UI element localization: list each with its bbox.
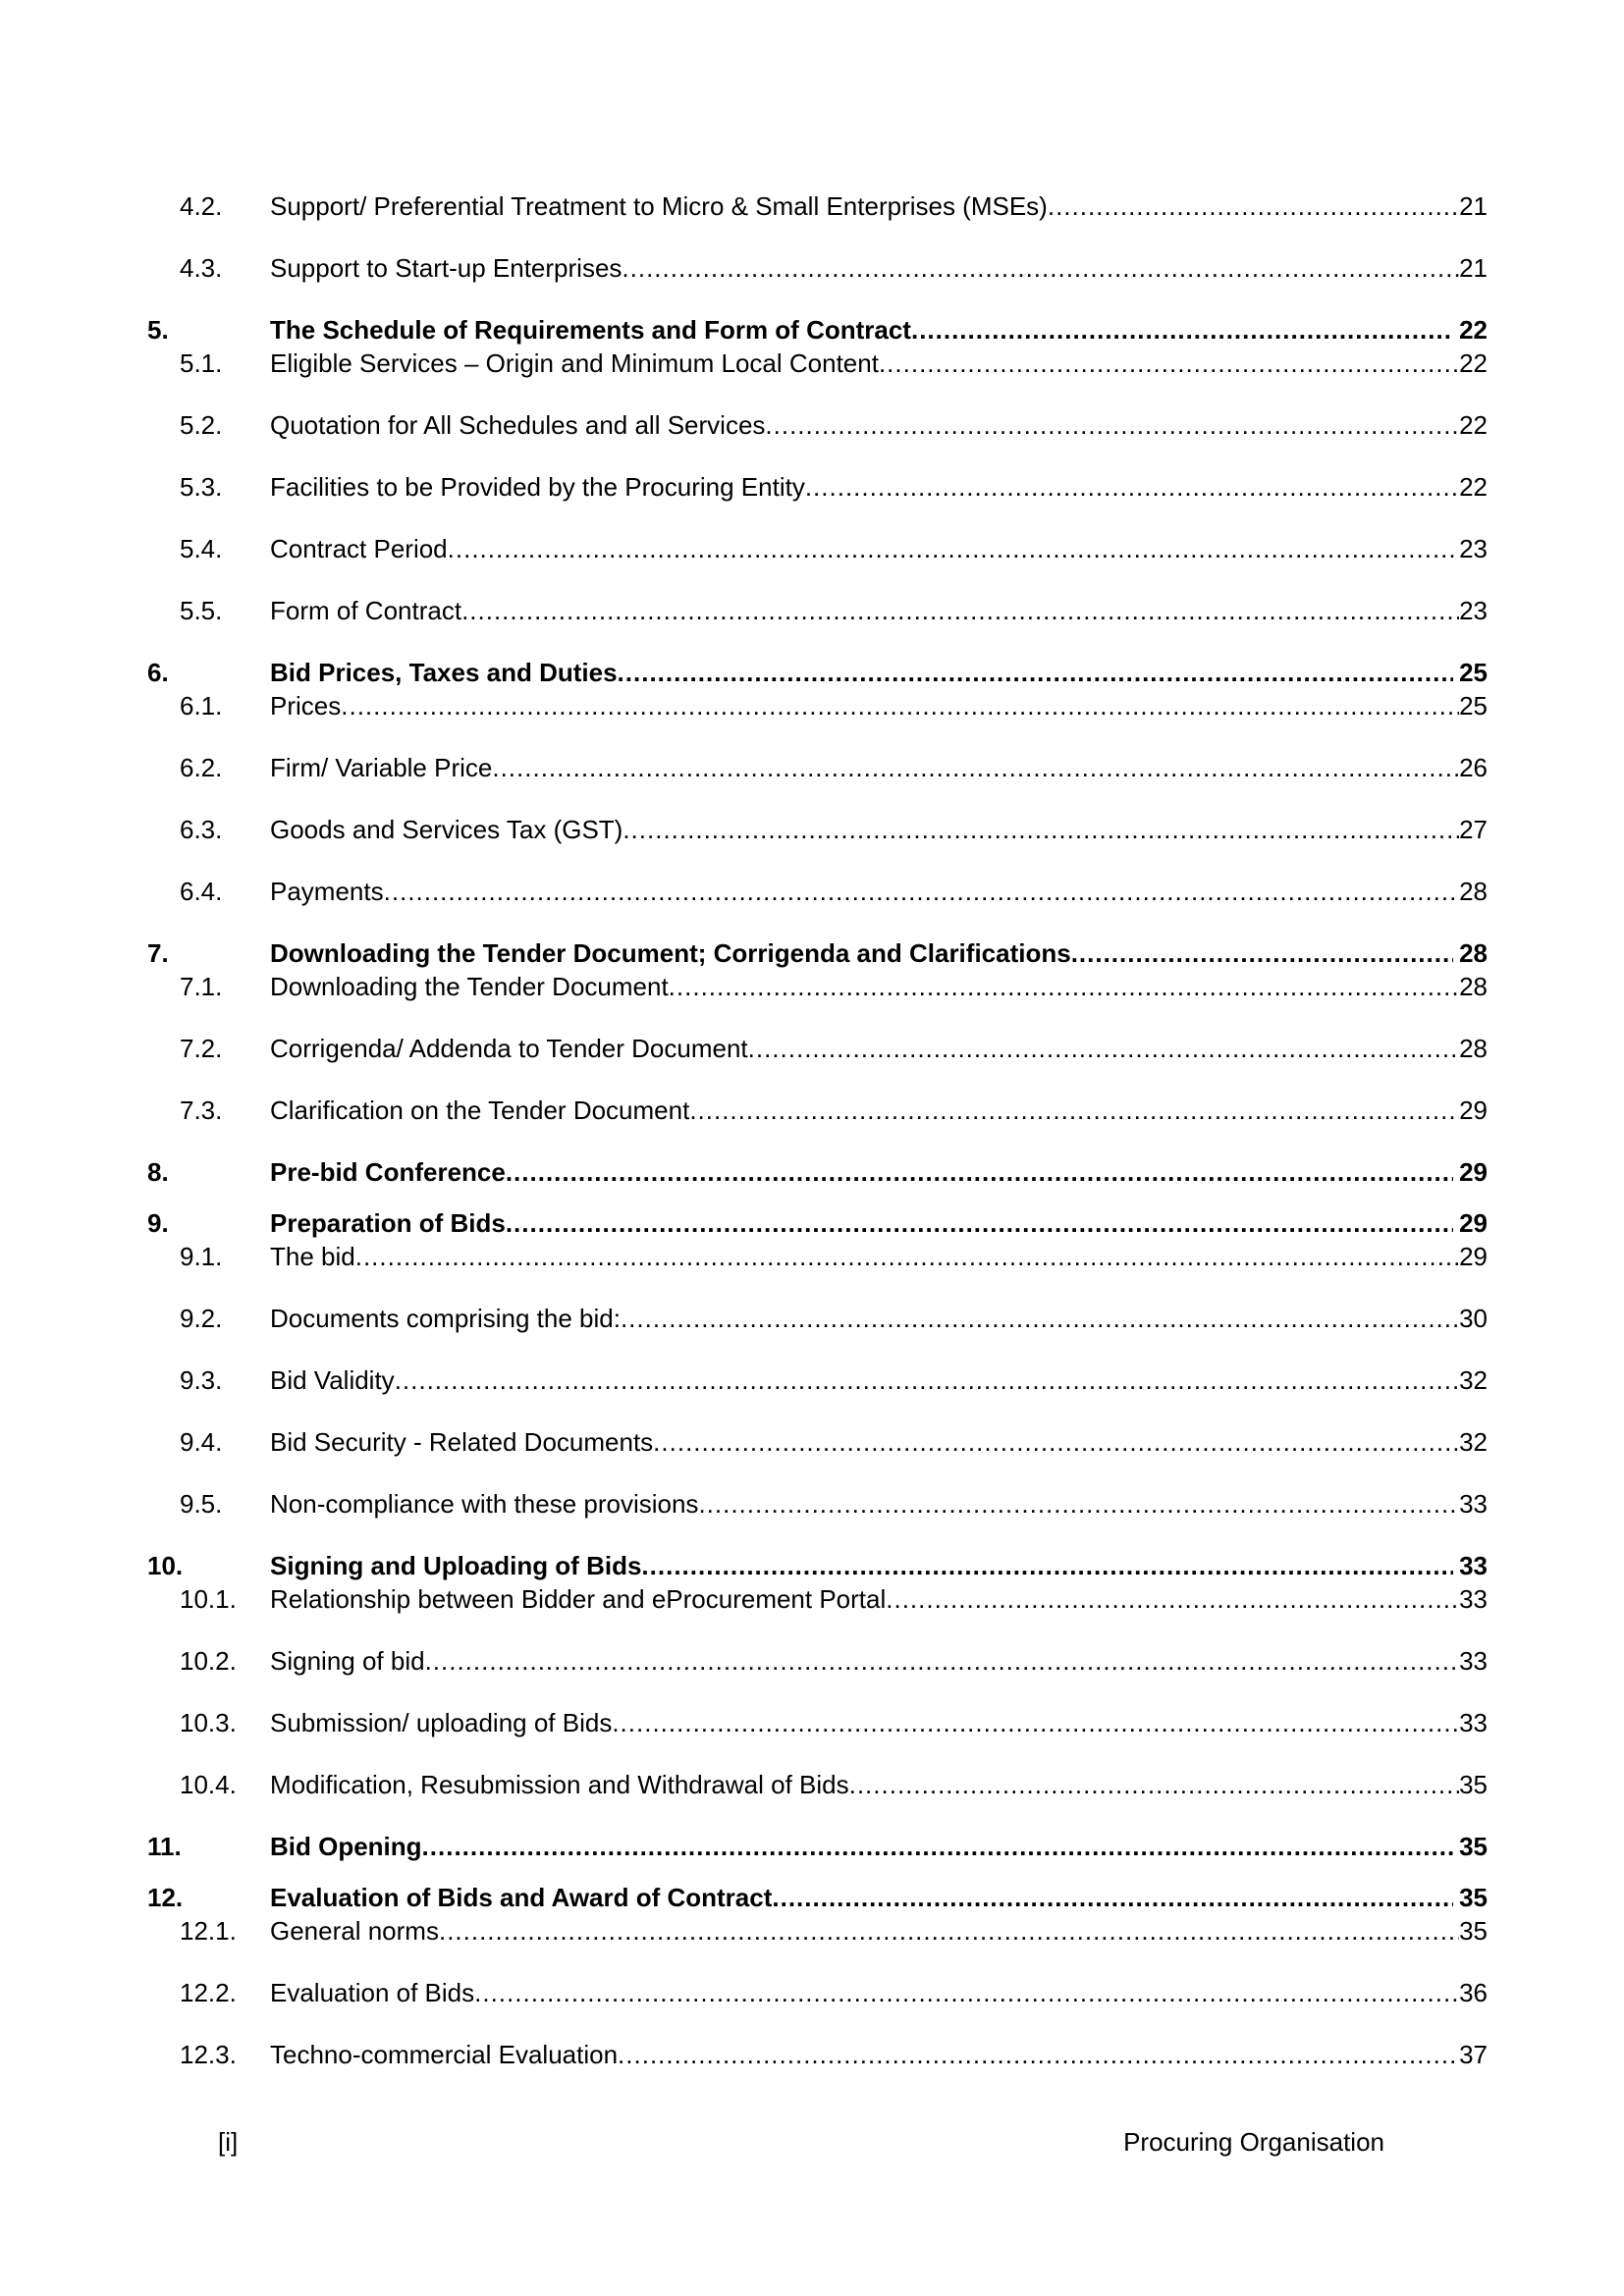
toc-entry-leader	[879, 347, 1459, 380]
toc-entry	[147, 1582, 1488, 1616]
toc-entry-leader	[849, 1768, 1459, 1801]
toc-entry	[147, 751, 1488, 784]
toc-entry-page: 28	[1459, 972, 1488, 1001]
toc-entry-number: 12.	[147, 1883, 184, 1912]
toc-entry	[147, 813, 1488, 846]
toc-entry-page: 28	[1459, 877, 1488, 906]
toc-entry	[147, 251, 1488, 285]
toc-entry-page: 26	[1459, 753, 1488, 782]
toc-entry-leader	[765, 408, 1459, 442]
toc-entry-leader	[622, 251, 1459, 285]
toc-entry	[147, 875, 1488, 908]
toc-entry	[147, 1549, 1488, 1582]
toc-entry	[147, 1644, 1488, 1678]
toc-entry-leader	[425, 1644, 1460, 1678]
toc-entry-leader	[461, 594, 1459, 627]
toc-entry-title: Bid Opening	[270, 1832, 422, 1861]
toc-entry	[147, 470, 1488, 504]
toc-entry-page: 37	[1459, 2040, 1488, 2069]
toc-entry-page: 22	[1459, 315, 1488, 345]
toc-entry-title: Quotation for All Schedules and all Services	[270, 410, 766, 440]
toc-entry-number: 7.1.	[180, 972, 223, 1001]
toc-entry-number: 4.3.	[180, 253, 223, 283]
toc-entry	[147, 1363, 1488, 1397]
toc-entry-page: 23	[1459, 596, 1488, 625]
toc-entry-page: 29	[1459, 1095, 1488, 1125]
toc-entry-number: 9.	[147, 1208, 169, 1238]
toc-entry-leader	[492, 751, 1459, 784]
toc-entry-title: Bid Validity	[270, 1365, 395, 1395]
toc-entry-page: 28	[1459, 1034, 1488, 1063]
toc-entry-number: 5.4.	[180, 534, 223, 563]
toc-entry-title: Downloading the Tender Document; Corrigenda and Clarifications	[270, 938, 1071, 968]
toc-entry-number: 4.2.	[180, 191, 223, 221]
toc-entry-number: 10.4.	[180, 1770, 237, 1799]
toc-entry-number: 6.1.	[180, 691, 223, 721]
toc-entry-leader	[653, 1425, 1459, 1459]
toc-entry-number: 5.3.	[180, 472, 223, 502]
toc-entry-page: 22	[1459, 348, 1488, 378]
toc-entry	[147, 1094, 1488, 1127]
toc-entry-leader	[772, 1881, 1453, 1914]
toc-entry-page: 25	[1459, 658, 1488, 687]
toc-entry-title: Bid Prices, Taxes and Duties	[270, 658, 618, 687]
toc-entry-page: 22	[1459, 472, 1488, 502]
toc-entry-leader	[689, 1094, 1459, 1127]
toc-entry-title: Facilities to be Provided by the Procuring Entity	[270, 472, 805, 502]
toc-entry-leader	[618, 656, 1454, 689]
toc-entry-number: 5.1.	[180, 348, 223, 378]
toc-entry-page: 32	[1459, 1365, 1488, 1395]
toc-entry-leader	[612, 1706, 1459, 1739]
toc-entry-page: 33	[1459, 1551, 1488, 1580]
toc-entry-leader	[439, 1914, 1459, 1948]
toc-entry-number: 9.3.	[180, 1365, 223, 1395]
toc-entry	[147, 1914, 1488, 1948]
toc-entry-leader	[422, 1830, 1454, 1863]
toc-entry	[147, 689, 1488, 722]
toc-entry-number: 9.2.	[180, 1304, 223, 1333]
toc-entry-leader	[621, 1302, 1459, 1335]
toc-entry-leader	[506, 1155, 1453, 1189]
toc-entry-leader	[1071, 936, 1453, 970]
toc-entry	[147, 347, 1488, 380]
toc-entry-title: Payments	[270, 877, 384, 906]
toc-entry-title: Support to Start-up Enterprises	[270, 253, 623, 283]
toc-entry-number: 5.2.	[180, 410, 223, 440]
toc-entry-leader	[341, 689, 1459, 722]
toc-entry-page: 30	[1459, 1304, 1488, 1333]
toc-entry-title: Prices	[270, 691, 342, 721]
toc-entry-page: 33	[1459, 1584, 1488, 1614]
toc-entry-title: Modification, Resubmission and Withdrawal of Bids	[270, 1770, 849, 1799]
toc-entry-page: 33	[1459, 1489, 1488, 1519]
toc-entry	[147, 1206, 1488, 1240]
toc-entry-title: Non-compliance with these provisions	[270, 1489, 699, 1519]
toc-entry-number: 12.3.	[180, 2040, 237, 2069]
toc-entry-title: Contract Period	[270, 534, 448, 563]
toc-entry-page: 21	[1459, 191, 1488, 221]
toc-entry-number: 7.	[147, 938, 169, 968]
toc-entry-page: 29	[1459, 1157, 1488, 1187]
toc-entry-page: 33	[1459, 1708, 1488, 1737]
toc-entry-title: The bid	[270, 1242, 355, 1271]
toc-entry-page: 22	[1459, 410, 1488, 440]
toc-entry-number: 12.1.	[180, 1916, 237, 1946]
toc-entry-number: 7.2.	[180, 1034, 223, 1063]
toc-entry-leader	[355, 1240, 1459, 1273]
toc-entry-title: Firm/ Variable Price	[270, 753, 493, 782]
toc-entry-leader	[1048, 189, 1459, 223]
toc-entry-title: Downloading the Tender Document	[270, 972, 669, 1001]
toc-entry-leader	[506, 1206, 1453, 1240]
toc-entry-page: 35	[1459, 1770, 1488, 1799]
toc-entry	[147, 1302, 1488, 1335]
page-footer	[218, 2125, 1384, 2159]
toc-entry	[147, 1240, 1488, 1273]
toc-entry-number: 11.	[147, 1832, 182, 1861]
toc-entry-leader	[641, 1549, 1453, 1582]
toc-entry-number: 5.	[147, 315, 169, 345]
footer-page-marker: [i]	[218, 2127, 239, 2157]
toc-entry	[147, 1830, 1488, 1863]
toc-entry-title: Submission/ uploading of Bids	[270, 1708, 613, 1737]
toc-entry-number: 10.3.	[180, 1708, 237, 1737]
toc-entry	[147, 408, 1488, 442]
toc-entry-page: 28	[1459, 938, 1488, 968]
toc-entry-number: 6.2.	[180, 753, 223, 782]
toc-entry-title: Evaluation of Bids	[270, 1978, 475, 2007]
toc-entry-page: 27	[1459, 815, 1488, 844]
toc-entry-number: 12.2.	[180, 1978, 237, 2007]
toc-entry-number: 9.5.	[180, 1489, 223, 1519]
toc-entry-page: 32	[1459, 1427, 1488, 1457]
toc-entry-page: 36	[1459, 1978, 1488, 2007]
toc-entry-leader	[618, 2038, 1459, 2071]
toc-entry-number: 5.5.	[180, 596, 223, 625]
toc-entry-page: 29	[1459, 1242, 1488, 1271]
toc-entry	[147, 594, 1488, 627]
toc-entry-title: Techno-commercial Evaluation	[270, 2040, 619, 2069]
toc-entry-page: 35	[1459, 1916, 1488, 1946]
toc-entry-number: 7.3.	[180, 1095, 223, 1125]
toc-entry-leader	[698, 1487, 1459, 1521]
toc-entry-leader	[886, 1582, 1459, 1616]
toc-entry-title: Corrigenda/ Addenda to Tender Document	[270, 1034, 748, 1063]
toc-entry-leader	[911, 313, 1453, 347]
toc-entry-leader	[395, 1363, 1459, 1397]
toc-entry-page: 25	[1459, 691, 1488, 721]
toc-entry	[147, 1155, 1488, 1189]
toc-entry-title: Signing of bid	[270, 1646, 425, 1676]
toc-entry	[147, 1881, 1488, 1914]
toc-entry-title: Clarification on the Tender Document	[270, 1095, 690, 1125]
toc-entry-number: 10.1.	[180, 1584, 237, 1614]
toc-entry-number: 10.	[147, 1551, 184, 1580]
toc-entry	[147, 936, 1488, 970]
toc-entry-title: Pre-bid Conference	[270, 1157, 506, 1187]
toc-entry-title: Support/ Preferential Treatment to Micro & Small Enterprises (MSEs)	[270, 191, 1048, 221]
toc-entry-leader	[623, 813, 1459, 846]
toc-entry-leader	[448, 532, 1459, 565]
toc-entry-leader	[748, 1032, 1459, 1065]
toc-entry	[147, 656, 1488, 689]
toc-entry	[147, 1706, 1488, 1739]
toc-entry-title: Evaluation of Bids and Award of Contract	[270, 1883, 773, 1912]
toc-entry-number: 10.2.	[180, 1646, 237, 1676]
toc-entry-page: 35	[1459, 1832, 1488, 1861]
toc-entry-number: 6.4.	[180, 877, 223, 906]
footer-organisation: Procuring Organisation	[1123, 2127, 1384, 2157]
toc-entry	[147, 2038, 1488, 2071]
toc-entry	[147, 532, 1488, 565]
toc-entry-leader	[384, 875, 1459, 908]
toc-entry-leader	[474, 1976, 1459, 2009]
toc-entry-page: 35	[1459, 1883, 1488, 1912]
toc-entry-page: 33	[1459, 1646, 1488, 1676]
toc-entry	[147, 1976, 1488, 2009]
toc-entry-number: 9.4.	[180, 1427, 223, 1457]
toc-entry	[147, 1768, 1488, 1801]
toc-entry-title: General norms	[270, 1916, 439, 1946]
toc-entry-page: 29	[1459, 1208, 1488, 1238]
toc-entry-page: 23	[1459, 534, 1488, 563]
toc-entry-title: Signing and Uploading of Bids	[270, 1551, 642, 1580]
toc	[147, 189, 1488, 2100]
toc-entry-number: 6.3.	[180, 815, 223, 844]
toc-entry-number: 8.	[147, 1157, 169, 1187]
toc-entry-title: Goods and Services Tax (GST)	[270, 815, 623, 844]
toc-entry-leader	[805, 470, 1459, 504]
toc-entry-title: Relationship between Bidder and eProcurement Portal	[270, 1584, 887, 1614]
toc-entry-number: 9.1.	[180, 1242, 223, 1271]
toc-entry-leader	[669, 970, 1459, 1003]
toc-entry	[147, 1032, 1488, 1065]
toc-entry-title: Eligible Services – Origin and Minimum Local Content	[270, 348, 879, 378]
toc-entry	[147, 313, 1488, 347]
toc-entry-title: The Schedule of Requirements and Form of Contract	[270, 315, 911, 345]
toc-entry-title: Preparation of Bids	[270, 1208, 506, 1238]
toc-entry-title: Documents comprising the bid:	[270, 1304, 621, 1333]
toc-entry	[147, 1425, 1488, 1459]
toc-entry-number: 6.	[147, 658, 169, 687]
toc-entry	[147, 189, 1488, 223]
toc-entry	[147, 970, 1488, 1003]
toc-entry-page: 21	[1459, 253, 1488, 283]
toc-entry	[147, 1487, 1488, 1521]
toc-entry-title: Form of Contract	[270, 596, 462, 625]
toc-entry-title: Bid Security - Related Documents	[270, 1427, 654, 1457]
